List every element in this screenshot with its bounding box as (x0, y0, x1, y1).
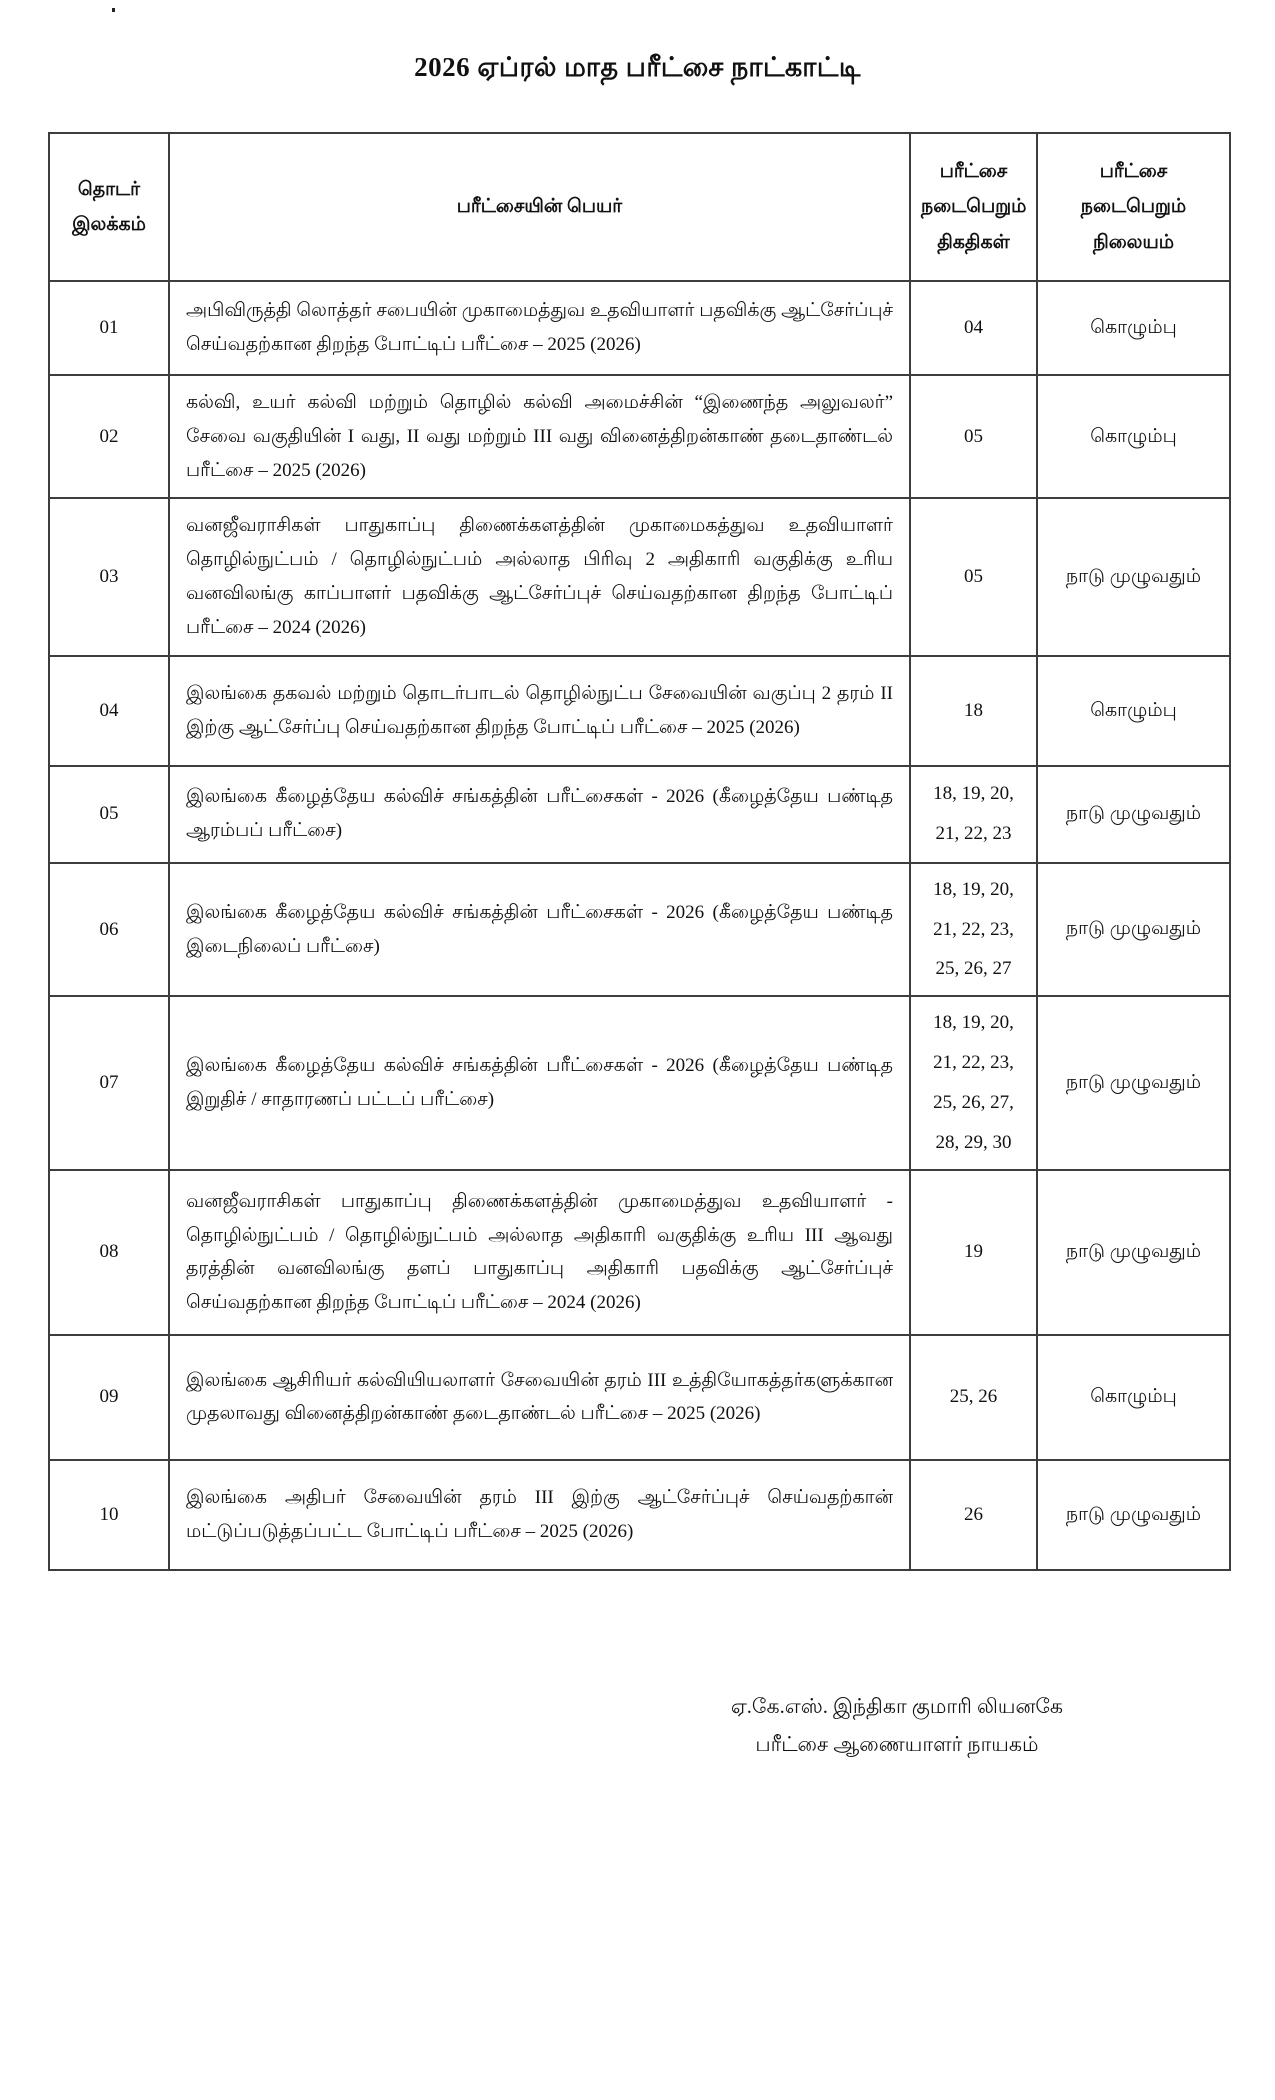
scan-artifact-dot (112, 8, 115, 12)
exam-name: இலங்கை கீழைத்தேய கல்விச் சங்கத்தின் பரீட்சைகள் - 2026 (கீழைத்தேய பண்டித இறுதிச் / சாதாரணப் பட்டப் பரீட்சை) (169, 996, 910, 1170)
exam-name: இலங்கை கீழைத்தேய கல்விச் சங்கத்தின் பரீட்சைகள் - 2026 (கீழைத்தேய பண்டித இடைநிலைப் பரீட்சை) (169, 863, 910, 997)
table-row (49, 863, 1230, 997)
exam-dates: 05 (910, 498, 1037, 655)
header-exam-name: பரீட்சையின் பெயர் (169, 133, 910, 281)
exam-location: நாடு முழுவதும் (1037, 1170, 1230, 1335)
exam-dates: 18 (910, 656, 1037, 766)
exam-dates: 05 (910, 375, 1037, 498)
serial-number: 06 (49, 863, 169, 997)
signatory-name: ஏ.கே.எஸ். இந்திகா குமாரி லியனகே (730, 1695, 1063, 1718)
table-row (49, 1170, 1230, 1335)
exam-location: கொழும்பு (1037, 1335, 1230, 1460)
exam-name: வனஜீவராசிகள் பாதுகாப்பு திணைக்களத்தின் முகாமைத்துவ உதவியாளர் - தொழில்நுட்பம் / தொழில்நுட்பம் அல்லாத அதிகாரி வகுதிக்கு உரிய III ஆவது தரத்தின் வனவிலங்கு தளப் பாதுகாப்பு அதிகாரி பதவிக்கு ஆட்சேர்ப்புச் செய்வதற்கான திறந்த போட்டிப் பரீட்சை – 2024 (2026) (169, 1170, 910, 1335)
exam-location: நாடு முழுவதும் (1037, 498, 1230, 655)
table-row (49, 498, 1230, 655)
serial-number: 01 (49, 281, 169, 375)
signatory-title: பரீட்சை ஆணையாளர் நாயகம் (755, 1733, 1039, 1756)
serial-number: 09 (49, 1335, 169, 1460)
table-row (49, 375, 1230, 498)
header-serial-number: தொடர் இலக்கம் (49, 133, 169, 281)
serial-number: 03 (49, 498, 169, 655)
exam-location: நாடு முழுவதும் (1037, 996, 1230, 1170)
exam-name: கல்வி, உயர் கல்வி மற்றும் தொழில் கல்வி அமைச்சின் “இணைந்த அலுவலர்” சேவை வகுதியின் I வது, II வது மற்றும் III வது வினைத்திறன்காண் தடைதாண்டல் பரீட்சை – 2025 (2026) (169, 375, 910, 498)
exam-location: கொழும்பு (1037, 281, 1230, 375)
exam-location: நாடு முழுவதும் (1037, 1460, 1230, 1570)
exam-dates: 18, 19, 20, 21, 22, 23, 25, 26, 27, 28, 29, 30 (910, 996, 1037, 1170)
serial-number: 04 (49, 656, 169, 766)
exam-name: அபிவிருத்தி லொத்தர் சபையின் முகாமைத்துவ உதவியாளர் பதவிக்கு ஆட்சேர்ப்புச் செய்வதற்கான திறந்த போட்டிப் பரீட்சை – 2025 (2026) (169, 281, 910, 375)
header-exam-dates: பரீட்சை நடைபெறும் திகதிகள் (910, 133, 1037, 281)
exam-location: நாடு முழுவதும் (1037, 766, 1230, 863)
table-row (49, 766, 1230, 863)
serial-number: 02 (49, 375, 169, 498)
serial-number: 08 (49, 1170, 169, 1335)
exam-location: கொழும்பு (1037, 656, 1230, 766)
exam-dates: 19 (910, 1170, 1037, 1335)
table-header-row (49, 133, 1230, 281)
exam-dates: 26 (910, 1460, 1037, 1570)
exam-location: நாடு முழுவதும் (1037, 863, 1230, 997)
exam-name: வனஜீவராசிகள் பாதுகாப்பு திணைக்களத்தின் முகாமைகத்துவ உதவியாளர் தொழில்நுட்பம் / தொழில்நுட்பம் அல்லாத பிரிவு 2 அதிகாரி வகுதிக்கு உரிய வனவிலங்கு காப்பாளர் பதவிக்கு ஆட்சேர்ப்புச் செய்வதற்கான திறந்த போட்டிப் பரீட்சை – 2024 (2026) (169, 498, 910, 655)
serial-number: 05 (49, 766, 169, 863)
exam-dates: 18, 19, 20, 21, 22, 23 (910, 766, 1037, 863)
table-row (49, 281, 1230, 375)
header-exam-location: பரீட்சை நடைபெறும் நிலையம் (1037, 133, 1230, 281)
signature-block (731, 1689, 1063, 1765)
exam-calendar-table (48, 132, 1231, 1571)
exam-name: இலங்கை ஆசிரியர் கல்வியியலாளர் சேவையின் தரம் III உத்தியோகத்தர்களுக்கான முதலாவது வினைத்திறன்காண் தடைதாண்டல் பரீட்சை – 2025 (2026) (169, 1335, 910, 1460)
table-row (49, 1460, 1230, 1570)
exam-location: கொழும்பு (1037, 375, 1230, 498)
exam-name: இலங்கை தகவல் மற்றும் தொடர்பாடல் தொழில்நுட்ப சேவையின் வகுப்பு 2 தரம் II இற்கு ஆட்சேர்ப்பு செய்வதற்கான திறந்த போட்டிப் பரீட்சை – 2025 (2026) (169, 656, 910, 766)
exam-dates: 18, 19, 20, 21, 22, 23, 25, 26, 27 (910, 863, 1037, 997)
exam-name: இலங்கை கீழைத்தேய கல்விச் சங்கத்தின் பரீட்சைகள் - 2026 (கீழைத்தேய பண்டித ஆரம்பப் பரீட்சை) (169, 766, 910, 863)
exam-dates: 04 (910, 281, 1037, 375)
exam-name: இலங்கை அதிபர் சேவையின் தரம் III இற்கு ஆட்சேர்ப்புச் செய்வதற்கான் மட்டுப்படுத்தப்பட்ட போட்டிப் பரீட்சை – 2025 (2026) (169, 1460, 910, 1570)
page-title: 2026 ஏப்ரல் மாத பரீட்சை நாட்காட்டி (414, 52, 861, 82)
serial-number: 10 (49, 1460, 169, 1570)
table-row (49, 996, 1230, 1170)
serial-number: 07 (49, 996, 169, 1170)
table-row (49, 1335, 1230, 1460)
exam-dates: 25, 26 (910, 1335, 1037, 1460)
table-row (49, 656, 1230, 766)
